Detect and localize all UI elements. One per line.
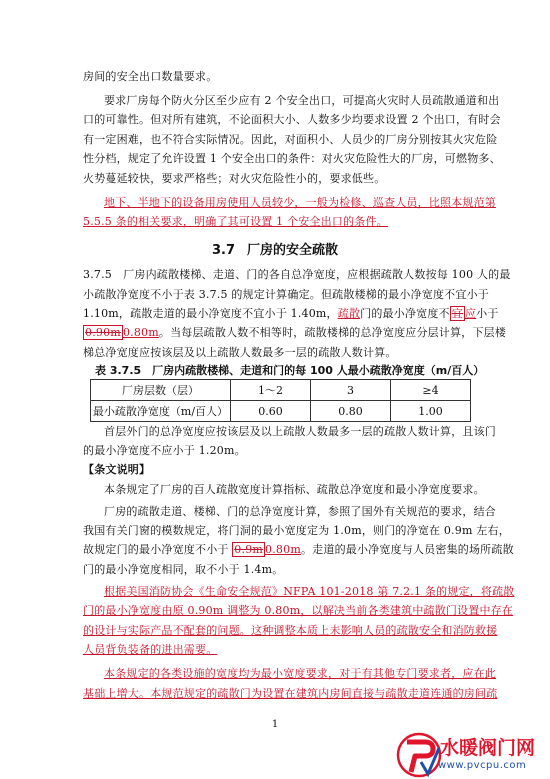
- revised-text-line: 根据美国消防协会《生命安全规范》NFPA 101-2018 第 7.2.1 条的规定，将疏散: [104, 585, 515, 598]
- text-line: 要求厂房每个防火分区至少应有 2 个安全出口，可提高火灾时人员疏散通道和出: [104, 94, 500, 107]
- text-line: 门的最小净宽度相同，取不小于 1.4m。: [83, 563, 284, 576]
- table-caption: 表 3.7.5 厂房内疏散楼梯、走道和门的每 100 人最小疏散净宽度（m/百人）: [95, 364, 485, 377]
- page-number: 1: [271, 719, 279, 730]
- revised-text-line: 的设计与实际产品不配套的问题。这种调整本质上未影响人员的疏散安全和消防救援: [83, 624, 498, 637]
- text-line: 房间的安全出口数量要求。: [83, 70, 218, 83]
- text-line: 口的可靠性。但对所有建筑，不论面积大小、人数多少均要求设置 2 个出口，有时会: [83, 113, 501, 126]
- deleted-text: 宜: [451, 307, 463, 320]
- clause-line: 梯总净宽度应按该层及以上疏散人数最多一层的疏散人数计算。: [83, 346, 397, 359]
- section-number: 3.7: [211, 243, 235, 258]
- inserted-text: 0.80m: [265, 543, 301, 556]
- deleted-text: 0.90m: [85, 326, 121, 339]
- revised-text-line: 基础上增大。本规范规定的疏散门为设置在建筑内房间直接与疏散走道连通的房间疏: [83, 687, 498, 700]
- revised-text-line: 门的最小净宽度由原 0.90m 调整为 0.80m，以解决当前各类建筑中疏散门设置中存在: [83, 604, 514, 617]
- inserted-text: 0.80m: [122, 326, 159, 339]
- egress-width-table: [90, 379, 471, 422]
- table-cell: 3: [311, 380, 391, 401]
- table-cell: 1.00: [391, 401, 471, 422]
- section-title: 厂房的安全疏散: [247, 243, 339, 258]
- text-line: 性分档，规定了允许设置 1 个安全出口的条件：对火灾危险性大的厂房，可燃物多、: [83, 152, 501, 165]
- text-line: 火势蔓延较快，要求严格些；对火灾危险性小的，要求低些。: [83, 172, 386, 185]
- text-line: 的最小净宽度不应小于 1.20m。: [83, 444, 246, 457]
- clause-line: 1.10m，疏散走道的最小净宽度不宜小于 1.40m，疏散门的最小净宽度不 宜 应小于: [83, 307, 499, 320]
- revised-text-line: 本条规定的各类设施的宽度均为最小宽度要求，对于有其他专门要求者，应在此: [104, 667, 496, 680]
- text-line: 首层外门的总净宽度应按该层及以上疏散人数最多一层的疏散人数计算，且该门: [104, 425, 496, 438]
- watermark-url: www.pvcpu.com: [438, 760, 527, 771]
- deleted-text: 0.9m: [234, 543, 264, 556]
- watermark-brand: 水暖阀门网: [440, 737, 536, 759]
- table-cell: 厂房层数（层）: [91, 380, 231, 401]
- note-heading: 【条文说明】: [83, 463, 151, 476]
- section-heading: [0, 239, 550, 258]
- text-line: 有一定困难，也不符合实际情况。因此，对面积小、人员少的厂房分别按其火灾危险: [83, 133, 498, 146]
- revised-text-line: 5.5.5 条的相关要求，明确了其可设置 1 个安全出口的条件。: [83, 215, 388, 228]
- table-cell: ≥4: [391, 380, 471, 401]
- clause-line: 0.90m 0.80m。当每层疏散人数不相等时，疏散楼梯的总净宽度应分层计算，下层楼: [85, 326, 507, 339]
- text-line: 故规定门的最小净宽度不小于 0.9m 0.80m。走道的最小净宽度与人员密集的场所疏散: [83, 543, 514, 556]
- inserted-text: 应: [464, 307, 477, 320]
- text-line: 厂房的疏散走道、楼梯、门的总净宽度计算，参照了国外有关规范的要求，结合: [104, 505, 496, 518]
- clause-line: 小疏散净宽度不小于表 3.7.5 的规定计算确定。但疏散楼梯的最小净宽度不宜小于: [83, 288, 489, 301]
- table-cell: 0.60: [231, 401, 311, 422]
- text-line: 本条规定了厂房的百人疏散宽度计算指标、疏散总净宽度和最小净宽度要求。: [104, 483, 485, 496]
- table-row: [91, 401, 471, 422]
- revised-text-line: 地下、半地下的设备用房使用人员较少，一般为检修、巡查人员，比照本规范第: [104, 196, 496, 209]
- table-cell: 0.80: [311, 401, 391, 422]
- table-cell: 1～2: [231, 380, 311, 401]
- table-cell: 最小疏散净宽度（m/百人）: [91, 401, 231, 422]
- inserted-text: 疏散: [337, 307, 361, 320]
- table-row: [91, 380, 471, 401]
- clause-line: 3.7.5 厂房内疏散楼梯、走道、门的各自总净宽度，应根据疏散人数按每 100 人的最: [83, 268, 511, 281]
- text-line: 我国有关门窗的模数规定，将门洞的最小宽度定为 1.0m，则门的净宽在 0.9m 左右，: [83, 524, 510, 537]
- revised-text-line: 人员背负装备的进出需要。: [83, 643, 218, 656]
